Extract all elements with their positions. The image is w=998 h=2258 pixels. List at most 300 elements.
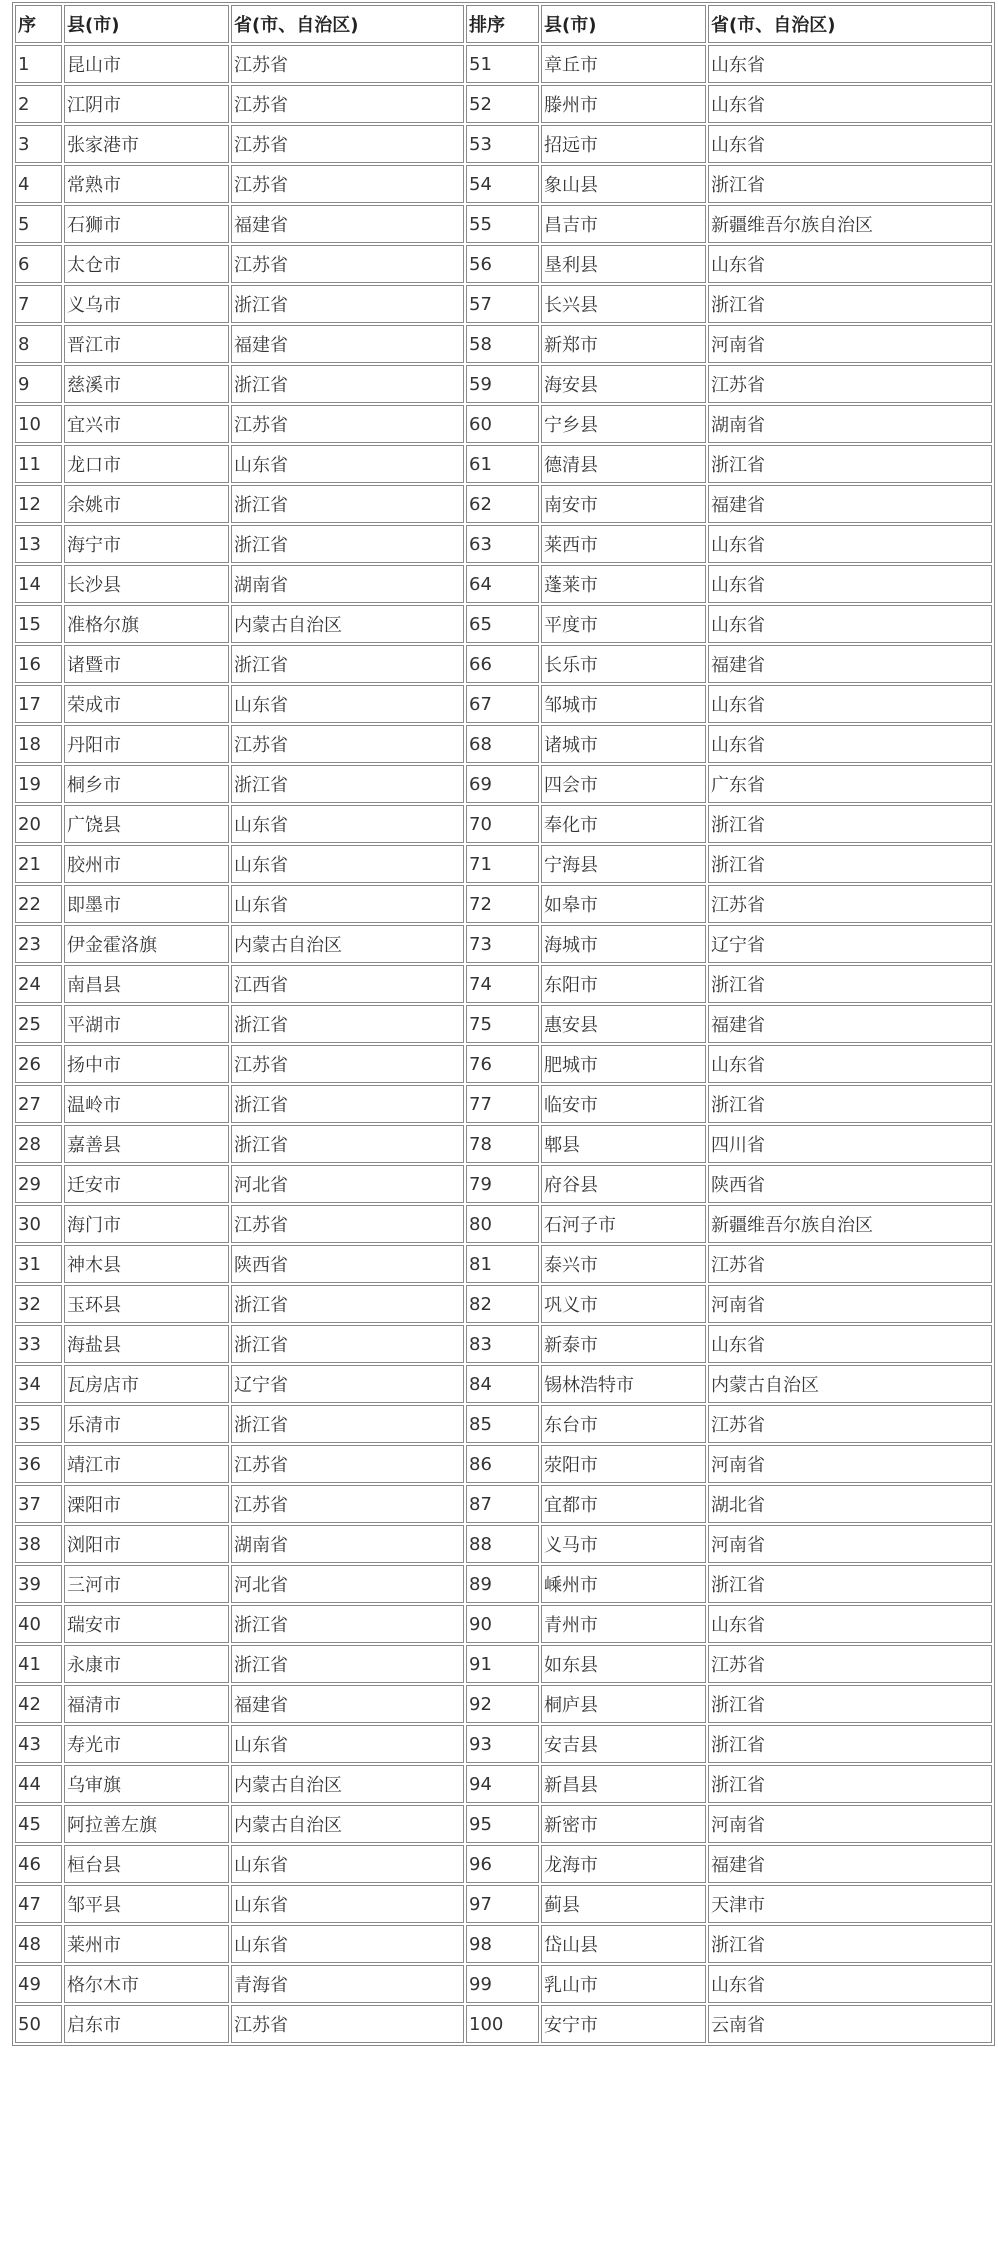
table-row <box>15 445 992 483</box>
province-cell: 陕西省 <box>231 1245 464 1283</box>
province-cell: 山东省 <box>231 1925 464 1963</box>
rank-cell-2: 86 <box>466 1445 539 1483</box>
rank-cell: 14 <box>15 565 62 603</box>
rank-cell: 15 <box>15 605 62 643</box>
province-cell: 福建省 <box>231 1685 464 1723</box>
county-cell-2: 安宁市 <box>541 2005 706 2043</box>
rank-cell: 49 <box>15 1965 62 2003</box>
province-cell: 山东省 <box>231 445 464 483</box>
province-cell-2: 浙江省 <box>708 445 992 483</box>
rank-cell-2: 54 <box>466 165 539 203</box>
province-cell: 福建省 <box>231 325 464 363</box>
table-row <box>15 205 992 243</box>
table-row <box>15 1685 992 1723</box>
rank-cell: 10 <box>15 405 62 443</box>
table-row <box>15 1085 992 1123</box>
county-cell-2: 桐庐县 <box>541 1685 706 1723</box>
province-cell-2: 山东省 <box>708 1605 992 1643</box>
county-cell-2: 昌吉市 <box>541 205 706 243</box>
rank-cell: 32 <box>15 1285 62 1323</box>
county-cell-2: 宜都市 <box>541 1485 706 1523</box>
rank-cell-2: 78 <box>466 1125 539 1163</box>
table-row <box>15 885 992 923</box>
table-row <box>15 245 992 283</box>
county-cell-2: 荥阳市 <box>541 1445 706 1483</box>
table-row <box>15 285 992 323</box>
table-row <box>15 1365 992 1403</box>
province-cell-2: 河南省 <box>708 1445 992 1483</box>
table-row <box>15 605 992 643</box>
county-cell: 常熟市 <box>64 165 229 203</box>
rank-cell-2: 52 <box>466 85 539 123</box>
rank-cell: 30 <box>15 1205 62 1243</box>
table-row <box>15 1445 992 1483</box>
rank-cell: 13 <box>15 525 62 563</box>
county-cell-2: 府谷县 <box>541 1165 706 1203</box>
province-cell: 浙江省 <box>231 1285 464 1323</box>
county-cell: 邹平县 <box>64 1885 229 1923</box>
table-row <box>15 1485 992 1523</box>
rank-cell: 24 <box>15 965 62 1003</box>
rank-cell-2: 68 <box>466 725 539 763</box>
county-cell-2: 蓟县 <box>541 1885 706 1923</box>
rank-cell: 19 <box>15 765 62 803</box>
county-cell-2: 邹城市 <box>541 685 706 723</box>
province-cell-2: 广东省 <box>708 765 992 803</box>
table-row <box>15 165 992 203</box>
county-cell: 余姚市 <box>64 485 229 523</box>
rank-cell-2: 53 <box>466 125 539 163</box>
county-cell-2: 义马市 <box>541 1525 706 1563</box>
rank-cell: 36 <box>15 1445 62 1483</box>
county-cell-2: 奉化市 <box>541 805 706 843</box>
county-cell-2: 如皋市 <box>541 885 706 923</box>
rank-cell: 17 <box>15 685 62 723</box>
county-cell-2: 嵊州市 <box>541 1565 706 1603</box>
header-province: 省(市、自治区) <box>231 5 464 43</box>
province-cell-2: 内蒙古自治区 <box>708 1365 992 1403</box>
county-cell-2: 新泰市 <box>541 1325 706 1363</box>
table-row <box>15 965 992 1003</box>
header-rank-2: 排序 <box>466 5 539 43</box>
county-cell-2: 肥城市 <box>541 1045 706 1083</box>
county-cell: 长沙县 <box>64 565 229 603</box>
header-province-2: 省(市、自治区) <box>708 5 992 43</box>
province-cell: 浙江省 <box>231 1405 464 1443</box>
rank-cell-2: 59 <box>466 365 539 403</box>
province-cell-2: 山东省 <box>708 85 992 123</box>
county-cell-2: 新郑市 <box>541 325 706 363</box>
rank-cell: 33 <box>15 1325 62 1363</box>
county-cell: 龙口市 <box>64 445 229 483</box>
rank-cell-2: 88 <box>466 1525 539 1563</box>
province-cell: 江西省 <box>231 965 464 1003</box>
province-cell-2: 浙江省 <box>708 1565 992 1603</box>
county-cell-2: 招远市 <box>541 125 706 163</box>
rank-cell: 34 <box>15 1365 62 1403</box>
province-cell-2: 新疆维吾尔族自治区 <box>708 205 992 243</box>
county-cell-2: 郫县 <box>541 1125 706 1163</box>
province-cell-2: 湖南省 <box>708 405 992 443</box>
province-cell: 浙江省 <box>231 1125 464 1163</box>
province-cell-2: 河南省 <box>708 1525 992 1563</box>
rank-cell: 44 <box>15 1765 62 1803</box>
county-cell: 三河市 <box>64 1565 229 1603</box>
rank-cell: 18 <box>15 725 62 763</box>
rank-cell: 23 <box>15 925 62 963</box>
rank-cell: 22 <box>15 885 62 923</box>
province-cell-2: 江苏省 <box>708 365 992 403</box>
province-cell-2: 浙江省 <box>708 165 992 203</box>
province-cell-2: 福建省 <box>708 1845 992 1883</box>
rank-cell: 46 <box>15 1845 62 1883</box>
rank-cell: 48 <box>15 1925 62 1963</box>
county-cell-2: 象山县 <box>541 165 706 203</box>
rank-cell-2: 95 <box>466 1805 539 1843</box>
county-cell: 伊金霍洛旗 <box>64 925 229 963</box>
table-row <box>15 765 992 803</box>
header-row <box>15 5 992 43</box>
county-cell-2: 宁乡县 <box>541 405 706 443</box>
province-cell: 江苏省 <box>231 1205 464 1243</box>
rank-cell-2: 73 <box>466 925 539 963</box>
rank-cell: 26 <box>15 1045 62 1083</box>
province-cell-2: 山东省 <box>708 605 992 643</box>
county-cell-2: 长兴县 <box>541 285 706 323</box>
rank-cell: 8 <box>15 325 62 363</box>
province-cell: 江苏省 <box>231 45 464 83</box>
province-cell-2: 山东省 <box>708 685 992 723</box>
rank-cell: 4 <box>15 165 62 203</box>
province-cell: 浙江省 <box>231 1005 464 1043</box>
county-cell: 莱州市 <box>64 1925 229 1963</box>
province-cell-2: 新疆维吾尔族自治区 <box>708 1205 992 1243</box>
county-cell: 太仓市 <box>64 245 229 283</box>
province-cell: 浙江省 <box>231 365 464 403</box>
table-row <box>15 845 992 883</box>
county-cell-2: 东阳市 <box>541 965 706 1003</box>
province-cell: 浙江省 <box>231 1325 464 1363</box>
province-cell-2: 福建省 <box>708 485 992 523</box>
county-cell: 格尔木市 <box>64 1965 229 2003</box>
county-cell-2: 莱西市 <box>541 525 706 563</box>
county-cell-2: 泰兴市 <box>541 1245 706 1283</box>
province-cell-2: 山东省 <box>708 565 992 603</box>
rank-cell-2: 74 <box>466 965 539 1003</box>
table-row <box>15 1965 992 2003</box>
county-cell: 溧阳市 <box>64 1485 229 1523</box>
county-cell-2: 如东县 <box>541 1645 706 1683</box>
county-cell: 桓台县 <box>64 1845 229 1883</box>
province-cell-2: 浙江省 <box>708 805 992 843</box>
rank-cell: 28 <box>15 1125 62 1163</box>
county-cell-2: 宁海县 <box>541 845 706 883</box>
table-row <box>15 1525 992 1563</box>
table-row <box>15 805 992 843</box>
province-cell: 山东省 <box>231 885 464 923</box>
rank-cell: 40 <box>15 1605 62 1643</box>
county-cell-2: 石河子市 <box>541 1205 706 1243</box>
rank-cell: 1 <box>15 45 62 83</box>
rank-cell-2: 97 <box>466 1885 539 1923</box>
province-cell: 江苏省 <box>231 245 464 283</box>
county-cell-2: 长乐市 <box>541 645 706 683</box>
rank-cell: 37 <box>15 1485 62 1523</box>
province-cell: 山东省 <box>231 1885 464 1923</box>
province-cell: 福建省 <box>231 205 464 243</box>
province-cell-2: 河南省 <box>708 1805 992 1843</box>
county-cell-2: 东台市 <box>541 1405 706 1443</box>
rank-cell-2: 66 <box>466 645 539 683</box>
county-cell: 神木县 <box>64 1245 229 1283</box>
province-cell: 山东省 <box>231 845 464 883</box>
county-cell: 义乌市 <box>64 285 229 323</box>
table-row <box>15 1165 992 1203</box>
county-cell: 广饶县 <box>64 805 229 843</box>
province-cell-2: 湖北省 <box>708 1485 992 1523</box>
province-cell-2: 浙江省 <box>708 285 992 323</box>
county-cell-2: 临安市 <box>541 1085 706 1123</box>
province-cell: 江苏省 <box>231 125 464 163</box>
table-row <box>15 85 992 123</box>
county-cell-2: 四会市 <box>541 765 706 803</box>
table-row <box>15 485 992 523</box>
table-row <box>15 1725 992 1763</box>
rank-cell-2: 75 <box>466 1005 539 1043</box>
rank-cell-2: 77 <box>466 1085 539 1123</box>
county-cell-2: 德清县 <box>541 445 706 483</box>
rank-cell: 2 <box>15 85 62 123</box>
table-row <box>15 1245 992 1283</box>
table-row <box>15 2005 992 2043</box>
rank-cell: 43 <box>15 1725 62 1763</box>
province-cell: 山东省 <box>231 685 464 723</box>
table-row <box>15 1805 992 1843</box>
county-cell: 海门市 <box>64 1205 229 1243</box>
header-rank: 序 <box>15 5 62 43</box>
county-cell: 扬中市 <box>64 1045 229 1083</box>
rank-cell: 29 <box>15 1165 62 1203</box>
rank-cell: 27 <box>15 1085 62 1123</box>
province-cell: 江苏省 <box>231 405 464 443</box>
rank-cell-2: 90 <box>466 1605 539 1643</box>
county-cell: 宜兴市 <box>64 405 229 443</box>
county-cell: 晋江市 <box>64 325 229 363</box>
rank-cell-2: 51 <box>466 45 539 83</box>
county-cell: 江阴市 <box>64 85 229 123</box>
province-cell-2: 福建省 <box>708 645 992 683</box>
rank-cell-2: 94 <box>466 1765 539 1803</box>
province-cell: 江苏省 <box>231 1045 464 1083</box>
province-cell-2: 浙江省 <box>708 1085 992 1123</box>
province-cell: 浙江省 <box>231 485 464 523</box>
province-cell: 山东省 <box>231 1725 464 1763</box>
rank-cell-2: 63 <box>466 525 539 563</box>
province-cell: 湖南省 <box>231 1525 464 1563</box>
county-cell-2: 巩义市 <box>541 1285 706 1323</box>
county-cell: 南昌县 <box>64 965 229 1003</box>
province-cell: 湖南省 <box>231 565 464 603</box>
county-cell: 昆山市 <box>64 45 229 83</box>
province-cell: 内蒙古自治区 <box>231 1805 464 1843</box>
county-cell: 温岭市 <box>64 1085 229 1123</box>
table-body <box>15 45 992 2043</box>
table-row <box>15 1565 992 1603</box>
header-county: 县(市) <box>64 5 229 43</box>
province-cell: 浙江省 <box>231 1605 464 1643</box>
rank-cell: 21 <box>15 845 62 883</box>
county-cell: 石狮市 <box>64 205 229 243</box>
province-cell: 河北省 <box>231 1165 464 1203</box>
county-cell-2: 诸城市 <box>541 725 706 763</box>
rank-cell-2: 99 <box>466 1965 539 2003</box>
rank-cell-2: 64 <box>466 565 539 603</box>
province-cell-2: 辽宁省 <box>708 925 992 963</box>
province-cell: 浙江省 <box>231 645 464 683</box>
rank-cell: 38 <box>15 1525 62 1563</box>
county-cell: 启东市 <box>64 2005 229 2043</box>
province-cell-2: 浙江省 <box>708 1765 992 1803</box>
province-cell: 浙江省 <box>231 285 464 323</box>
rank-cell-2: 84 <box>466 1365 539 1403</box>
rank-cell-2: 96 <box>466 1845 539 1883</box>
rank-cell-2: 81 <box>466 1245 539 1283</box>
province-cell: 江苏省 <box>231 85 464 123</box>
rank-cell: 35 <box>15 1405 62 1443</box>
rank-cell: 25 <box>15 1005 62 1043</box>
province-cell: 内蒙古自治区 <box>231 605 464 643</box>
county-cell: 瑞安市 <box>64 1605 229 1643</box>
table-row <box>15 1325 992 1363</box>
province-cell: 浙江省 <box>231 765 464 803</box>
county-cell: 迁安市 <box>64 1165 229 1203</box>
rank-cell-2: 67 <box>466 685 539 723</box>
county-cell: 嘉善县 <box>64 1125 229 1163</box>
rank-cell-2: 70 <box>466 805 539 843</box>
province-cell-2: 山东省 <box>708 1325 992 1363</box>
rank-cell: 12 <box>15 485 62 523</box>
rank-cell-2: 55 <box>466 205 539 243</box>
rank-cell: 45 <box>15 1805 62 1843</box>
table-row <box>15 1765 992 1803</box>
rank-cell: 9 <box>15 365 62 403</box>
table-row <box>15 1005 992 1043</box>
rank-cell-2: 100 <box>466 2005 539 2043</box>
rank-cell-2: 82 <box>466 1285 539 1323</box>
rank-cell-2: 65 <box>466 605 539 643</box>
rank-cell-2: 92 <box>466 1685 539 1723</box>
rank-cell-2: 72 <box>466 885 539 923</box>
county-cell: 荣成市 <box>64 685 229 723</box>
county-cell: 乐清市 <box>64 1405 229 1443</box>
province-cell-2: 山东省 <box>708 245 992 283</box>
province-cell: 江苏省 <box>231 165 464 203</box>
county-cell: 福清市 <box>64 1685 229 1723</box>
province-cell-2: 江苏省 <box>708 1645 992 1683</box>
county-cell-2: 章丘市 <box>541 45 706 83</box>
rank-cell-2: 89 <box>466 1565 539 1603</box>
province-cell-2: 陕西省 <box>708 1165 992 1203</box>
table-row <box>15 1285 992 1323</box>
county-cell: 阿拉善左旗 <box>64 1805 229 1843</box>
table-row <box>15 1125 992 1163</box>
table-row <box>15 685 992 723</box>
county-cell-2: 南安市 <box>541 485 706 523</box>
rank-cell: 50 <box>15 2005 62 2043</box>
province-cell-2: 山东省 <box>708 45 992 83</box>
province-cell-2: 山东省 <box>708 725 992 763</box>
header-county-2: 县(市) <box>541 5 706 43</box>
province-cell: 江苏省 <box>231 1485 464 1523</box>
table-row <box>15 1845 992 1883</box>
county-cell-2: 蓬莱市 <box>541 565 706 603</box>
rank-cell-2: 85 <box>466 1405 539 1443</box>
province-cell: 江苏省 <box>231 725 464 763</box>
county-cell: 靖江市 <box>64 1445 229 1483</box>
table-row <box>15 1885 992 1923</box>
rank-cell: 5 <box>15 205 62 243</box>
county-cell: 寿光市 <box>64 1725 229 1763</box>
province-cell: 内蒙古自治区 <box>231 925 464 963</box>
province-cell-2: 浙江省 <box>708 1925 992 1963</box>
rank-cell-2: 80 <box>466 1205 539 1243</box>
rank-cell: 31 <box>15 1245 62 1283</box>
rank-cell: 47 <box>15 1885 62 1923</box>
province-cell-2: 山东省 <box>708 125 992 163</box>
province-cell-2: 山东省 <box>708 1045 992 1083</box>
province-cell-2: 浙江省 <box>708 965 992 1003</box>
county-cell: 永康市 <box>64 1645 229 1683</box>
table-row <box>15 1645 992 1683</box>
province-cell-2: 四川省 <box>708 1125 992 1163</box>
county-cell-2: 新密市 <box>541 1805 706 1843</box>
province-cell: 青海省 <box>231 1965 464 2003</box>
rank-cell-2: 91 <box>466 1645 539 1683</box>
county-cell-2: 垦利县 <box>541 245 706 283</box>
county-cell: 浏阳市 <box>64 1525 229 1563</box>
table-row <box>15 1205 992 1243</box>
county-cell-2: 锡林浩特市 <box>541 1365 706 1403</box>
rank-cell: 3 <box>15 125 62 163</box>
rank-cell-2: 76 <box>466 1045 539 1083</box>
county-cell-2: 安吉县 <box>541 1725 706 1763</box>
province-cell-2: 江苏省 <box>708 1405 992 1443</box>
table-row <box>15 925 992 963</box>
table-row <box>15 325 992 363</box>
county-cell: 瓦房店市 <box>64 1365 229 1403</box>
province-cell-2: 福建省 <box>708 1005 992 1043</box>
rank-cell: 7 <box>15 285 62 323</box>
county-cell-2: 惠安县 <box>541 1005 706 1043</box>
rank-cell-2: 93 <box>466 1725 539 1763</box>
county-cell: 桐乡市 <box>64 765 229 803</box>
county-cell-2: 海安县 <box>541 365 706 403</box>
rank-cell-2: 87 <box>466 1485 539 1523</box>
province-cell: 浙江省 <box>231 1085 464 1123</box>
rank-cell: 6 <box>15 245 62 283</box>
province-cell-2: 浙江省 <box>708 845 992 883</box>
rank-cell: 42 <box>15 1685 62 1723</box>
province-cell-2: 河南省 <box>708 1285 992 1323</box>
county-cell: 准格尔旗 <box>64 605 229 643</box>
province-cell: 山东省 <box>231 805 464 843</box>
province-cell-2: 浙江省 <box>708 1725 992 1763</box>
table-row <box>15 405 992 443</box>
county-cell: 乌审旗 <box>64 1765 229 1803</box>
rank-cell-2: 57 <box>466 285 539 323</box>
rank-cell: 11 <box>15 445 62 483</box>
county-cell-2: 岱山县 <box>541 1925 706 1963</box>
